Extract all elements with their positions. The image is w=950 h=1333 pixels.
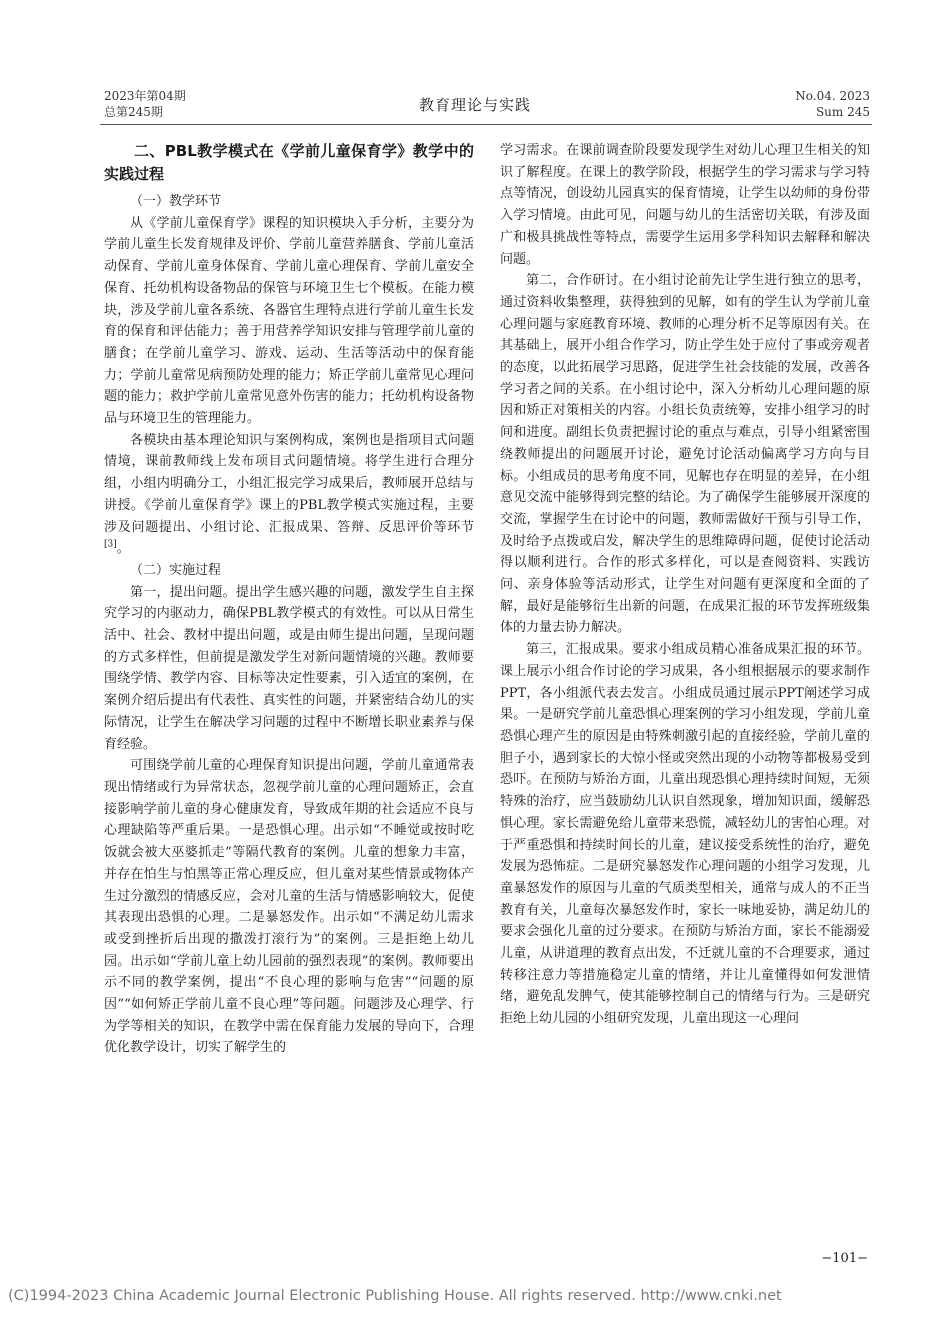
paragraph-4: 可围绕学前儿童的心理保育知识提出问题，学前儿童通常表现出情绪或行为异常状态，忽视学前儿童的心理问题矫正，会直接影响学前儿童的身心健康发育，导致成年期的社会适应不良与心理缺陷等严重后果。一是恐惧心理。出示如“不睡觉或按时吃饭就会被大巫婆抓走”等隔代教育的案例。儿童的想象力丰富，并存在怕生与怕黑等正常心理反应，但儿童对某些情景或物体产生过分激烈的情感反应，会对儿童的生活与情感影响较大，促使其表现出恐惧的心理。二是暴怒发作。出示如“不满足幼儿需求或受到挫折后出现的撒泼打滚行为”的案例。三是拒绝上幼儿园。出示如“学前儿童上幼儿园前的强烈表现”的案例。教师要出示不同的教学案例，提出“不良心理的影响与危害”“问题的原因”“如何矫正学前儿童不良心理”等问题。问题涉及心理学、行为学等相关的知识，在教学中需在保育能力发展的导向下，合理优化教学设计，切实了解学生的 [104,758,474,1056]
paragraph-2-text: 各模块由基本理论知识与案例构成，案例也是指项目式问题情境，课前教师线上发布项目式问题情境。将学生进行合理分组，小组内明确分工，小组汇报完学习成果后，教师展开总结与讲授。《学前儿童保育学》课上的PBL教学模式实施过程，主要涉及问题提出、小组讨论、汇报成果、答辩、反思评价等环节 [104,432,474,535]
left-column [104,140,474,1059]
paragraph-1: 从《学前儿童保育学》课程的知识模块入手分析，主要分为学前儿童生长发育规律及评价、学前儿童营养膳食、学前儿童活动保育、学前儿童身体保育、学前儿童心理保育、学前儿童安全保育、托幼机构设备物品的保管与环境卫生七个模板。在能力模块，涉及学前儿童各系统、各器官生理特点进行学前儿童生长发育的保育和评估能力；善于用营养学知识安排与管理学前儿童的膳食；在学前儿童学习、游戏、运动、生活等活动中的保育能力；学前儿童常见病预防处理的能力；矫正学前儿童常见心理问题的能力；救护学前儿童常见意外伤害的能力；托幼机构设备物品与环境卫生的管理能力。 [104,215,474,427]
paragraph-2 [104,430,474,560]
citation-3[interactable]: [3] [104,539,117,550]
paragraph-5: 第二，合作研讨。在小组讨论前先让学生进行独立的思考，通过资料收集整理，获得独到的见解，如有的学生认为学前儿童心理问题与家庭教育环境、教师的心理分析不足等原因有关。在其基础上，展开小组合作学习，防止学生处于应付了事或旁观者的态度，以此拓展学习思路，促进学生社会技能的发展，改善各学习者之间的关系。在小组讨论中，深入分析幼儿心理问题的原因和矫正对策相关的内容。小组长负责统筹，安排小组学习的时间和进度。副组长负责把握讨论的重点与难点，引导小组紧密围绕教师提出的问题展开讨论，避免讨论活动偏离学习方向与目标。小组成员的思考角度不同，见解也存在明显的差异，在小组意见交流中能够得到完整的结论。为了确保学生能够展开深度的交流，掌握学生在讨论中的问题，教师需做好干预与引导工作，及时给予点拨或启发，解决学生的思维障碍问题，促使讨论活动得以顺利进行。合作的形式多样化，可以是查阅资料、实践访问、亲身体验等活动形式，让学生对问题有更深度和全面的了解，最好是能够衍生出新的问题，在成果汇报的环节发挥班级集体的力量去协力解决。 [500,273,870,636]
subsection-title-2: （二）实施过程 [130,562,222,578]
subsection-title-1: （一）教学环节 [130,194,222,209]
page-number: −101− [821,1251,868,1266]
right-column [500,140,870,1030]
header-rule [100,124,872,125]
section-title: 二、PBL教学模式在《学前儿童保育学》教学中的实践过程 [104,142,474,183]
paragraph-3: 第一，提出问题。提出学生感兴趣的问题，激发学生自主探究学习的内驱动力，确保PBL教学模式的有效性。可以从日常生活中、社会、教材中提出问题，或是由师生提出问题，呈现问题的方式多样性，但前提是激发学生对新问题情境的兴趣。教师要围绕学情、教学内容、目标等决定性要素，引入适宜的案例，在案例介绍后提出有代表性、真实性的问题，并紧密结合幼儿的实际情况，让学生在解决学习问题的过程中不断增长职业素养与保育经验。 [104,584,474,752]
paragraph-2-end: 。 [116,541,130,557]
issue-number: 2023年第04期 [104,89,186,103]
paragraph-4-continued: 学习需求。在课前调查阶段要发现学生对幼儿心理卫生相关的知识了解程度。在课上的教学阶段，根据学生的学习需求与学习特点等情况，创设幼儿园真实的保育情境，让学生以幼师的身份带入学习情境。由此可见，问题与幼儿的生活密切关联，有涉及面广和极具挑战性等特点，需要学生运用多学科知识去解释和解决问题。 [500,143,870,267]
paragraph-6: 第三，汇报成果。要求小组成员精心准备成果汇报的环节。课上展示小组合作讨论的学习成果，各小组根据展示的要求制作PPT，各小组派代表去发言。小组成员通过展示PPT阐述学习成果。一是研究学前儿童恐惧心理案例的学习小组发现，学前儿童恐惧心理产生的原因是由特殊刺激引起的直接经验，学前儿童的胆子小，遇到家长的大惊小怪或突然出现的小动物等都极易受到恐吓。在预防与矫治方面，儿童出现恐惧心理持续时间短，无须特殊的治疗，应当鼓励幼儿认识自然现象，增加知识面，缓解恐惧心理。家长需避免给儿童带来恐慌，减轻幼儿的害怕心理。对于严重恐惧和持续时间长的儿童，建议接受系统性的治疗，避免发展为恐怖症。二是研究暴怒发作心理问题的小组学习发现，儿童暴怒发作的原因与儿童的气质类型相关，通常与成人的不正当教育有关，儿童每次暴怒发作时，家长一味地妥协，满足幼儿的要求会强化儿童的过分要求。在预防与矫治方面，家长不能溺爱儿童，从讲道理的教育点出发，不迁就儿童的不合理要求，通过转移注意力等措施稳定儿童的情绪，并让儿童懂得如何发泄情绪，避免乱发脾气，使其能够控制自己的情绪与行为。三是研究拒绝上幼儿园的小组研究发现，儿童出现这一心理问 [500,642,870,1027]
issue-number-en: No.04. 2023 [795,89,870,103]
journal-title: 教育理论与实践 [418,96,531,114]
sum-number-en: Sum 245 [815,105,870,119]
copyright-footer: (C)1994-2023 China Academic Journal Electronic Publishing House. All rights reserved. http://www.cnki.net [8,1288,782,1304]
total-issue: 总第245期 [104,105,163,119]
issue-info-en [795,88,870,120]
